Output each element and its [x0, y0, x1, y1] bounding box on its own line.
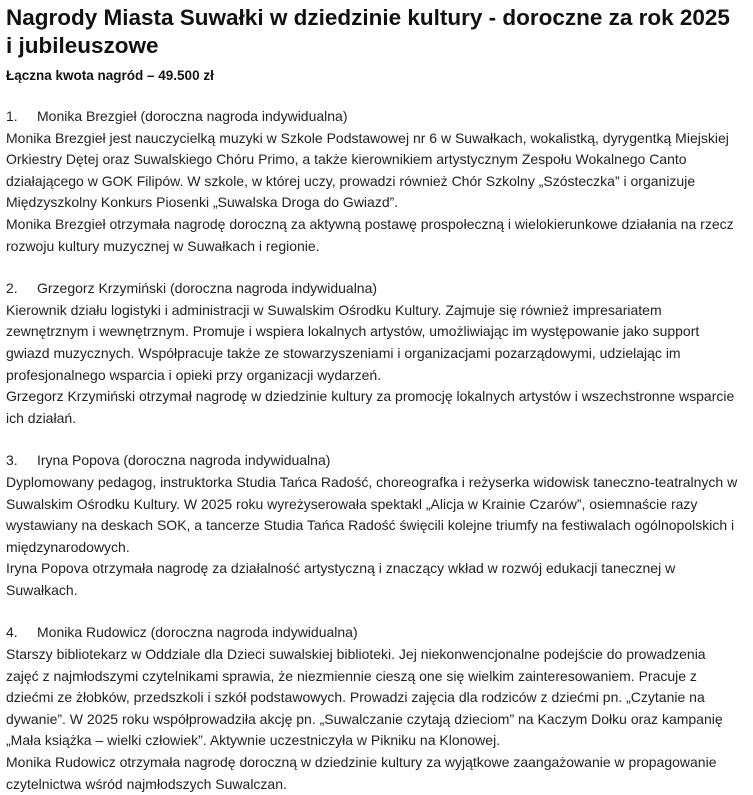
- award-number: 2.: [6, 280, 18, 297]
- award-recipient: Iryna Popova (doroczna nagroda indywidualna): [37, 452, 331, 469]
- award-number: 1.: [6, 108, 18, 124]
- award-recipient: Monika Rudowicz (doroczna nagroda indywidualna): [37, 624, 358, 641]
- page-title: Nagrody Miasta Suwałki w dziedzinie kultury - doroczne za rok 2025 i jubileuszowe: [6, 5, 730, 58]
- award-heading: [6, 106, 739, 128]
- total-amount: Łączna kwota nagród – 49.500 zł: [6, 68, 214, 83]
- award-description: Monika Brezgieł jest nauczycielką muzyki w Szkole Podstawowej nr 6 w Suwałkach, wokalistką, dyrygentką Miejskiej Orkiestry Dętej oraz Suwalskiego Chóru Primo, a także kierownikiem artystycznym Zespołu Wokalnego Canto działającego w GOK Filipów. W szkole, w której uczy, prowadzi również Chór Szkolny „Szósteczka” i organizuje Międzyszkolny Konkurs Piosenki „Suwalska Droga do Gwiazd”.: [6, 129, 729, 211]
- award-recipient: Grzegorz Krzymiński (doroczna nagroda indywidualna): [37, 280, 378, 297]
- award-heading: [6, 278, 739, 300]
- award-description: Dyplomowany pedagog, instruktorka Studia Tańca Radość, choreografka i reżyserka widowisk taneczno-teatralnych w Suwalskim Ośrodku Kultury. W 2025 roku wyreżyserowała spektakl „Alicja w Krainie Czarów”, osiemnaście razy wystawiany na deskach SOK, a tancerze Studia Tańca Radość święcili kolejne triumfy na festiwalach ogólnopolskich i międzynarodowych.: [6, 473, 738, 555]
- award-justification: Monika Rudowicz otrzymała nagrodę doroczną w dziedzinie kultury za wyjątkowe zaangażowanie w propagowanie czytelnictwa wśród najmłodszych Suwalczan.: [6, 754, 717, 792]
- award-item: [6, 622, 739, 795]
- award-number: 3.: [6, 452, 18, 469]
- award-justification: Monika Brezgieł otrzymała nagrodę doroczną za aktywną postawę prospołeczną i wielokierunkowe działania na rzecz rozwoju kultury muzycznej w Suwałkach i regionie.: [6, 215, 734, 254]
- award-item: [6, 106, 739, 257]
- award-item: [6, 278, 739, 429]
- award-recipient: Monika Brezgieł (doroczna nagroda indywidualna): [37, 108, 348, 124]
- award-heading: [6, 622, 739, 644]
- award-description: Kierownik działu logistyki i administracji w Suwalskim Ośrodku Kultury. Zajmuje się również impresariatem zewnętrznym i wewnętrznym. Promuje i wspiera lokalnych artystów, umożliwiając im występowanie jako support gwiazd muzycznych. Współpracuje także ze stowarzyszeniami i organizacjami pozarządowymi, udzielając im profesjonalnego wsparcia i opieki przy organizacji wydarzeń.: [6, 301, 700, 383]
- award-description: Starszy bibliotekarz w Oddziale dla Dzieci suwalskiej biblioteki. Jej niekonwencjonalne podejście do prowadzenia zajęć z najmłodszymi czytelnikami sprawia, że niezmiennie cieszą one się wielkim zainteresowaniem. Pracuje z dziećmi ze żłobków, przedszkoli i szkół podstawowych. Prowadzi zajęcia dla rodziców z dziećmi pn. „Czytanie na dywanie”. W 2025 roku współprowadziła akcję pn. „Suwalczanie czytają dzieciom” na Kaczym Dołku oraz kampanię „Mała książka – wielki człowiek”. Aktywnie uczestniczyła w Pikniku na Klonowej.: [6, 646, 723, 749]
- award-number: 4.: [6, 624, 18, 641]
- award-justification: Iryna Popova otrzymała nagrodę za działalność artystyczną i znaczący wkład w rozwój edukacji tanecznej w Suwałkach.: [6, 560, 676, 598]
- award-justification: Grzegorz Krzymiński otrzymał nagrodę w dziedzinie kultury za promocję lokalnych artystów i wszechstronne wsparcie ich działań.: [6, 388, 735, 426]
- award-item: [6, 450, 739, 601]
- award-heading: [6, 450, 739, 472]
